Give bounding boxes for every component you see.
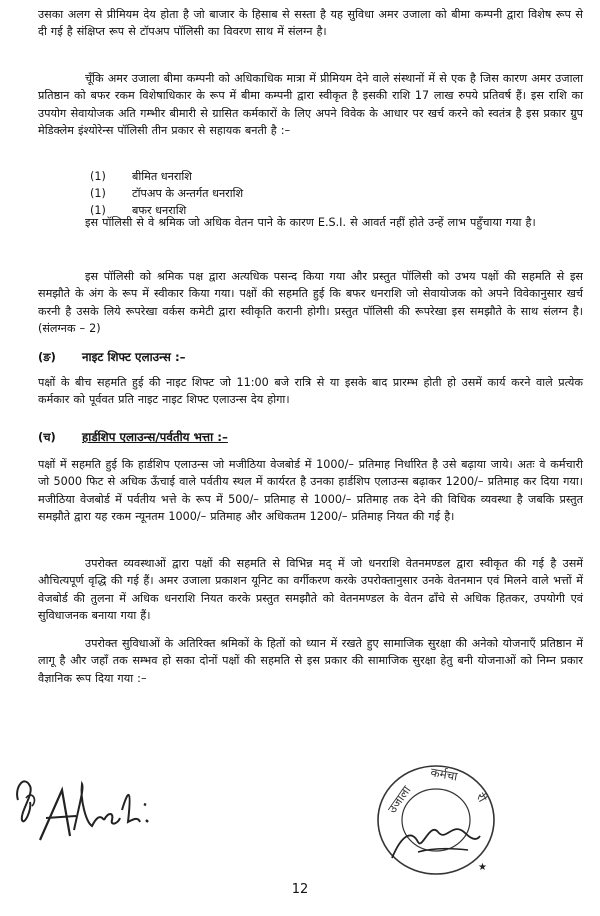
section-hardship-mark: (च) [38, 430, 56, 444]
benefit-list [90, 168, 243, 219]
signature-left [10, 760, 190, 850]
list-item-text: बफर धनराशि [132, 204, 187, 217]
list-item-number: (1) [90, 170, 106, 183]
svg-text:री: री [473, 790, 490, 805]
paragraph-night-shift: पक्षों के बीच सहमति हुई की नाइट शिफ्ट जो 11:00 बजे रात्रि से या इसके बाद प्रारम्भ होती हो उसमें कार्य करने वाले प्रत्येक कर्मकार को पूर्ववत प्रति नाइट नाइट शिफ्ट एलाउन्स देय होगा। [38, 376, 583, 407]
paragraph-topup-policy: उसका अलग से प्रीमियम देय होता है जो बाजार के हिसाब से सस्ता है यह सुविधा अमर उजाला को बीमा कम्पनी द्वारा विशेष रूप से दी गई है संक्षिप्त रूप से टॉपअप पॉलिसी का विवरण साथ में संलग्न है। [38, 8, 583, 39]
paragraph-insurance [38, 70, 583, 140]
list-item-number: (1) [90, 187, 106, 200]
svg-text:कर्मचा: कर्मचा [429, 765, 459, 784]
list-item [90, 185, 243, 202]
svg-text:उजाला: उजाला [384, 783, 414, 816]
page-number: 12 [291, 882, 309, 897]
section-night-mark: (ङ) [38, 350, 56, 364]
list-item-text: बीमित धनराशि [132, 170, 192, 183]
list-item-text: टॉपअप के अन्तर्गत धनराशि [132, 187, 244, 200]
svg-text:★: ★ [478, 862, 487, 873]
paragraph-esi: इस पॉलिसी से वे श्रमिक जो अधिक वेतन पाने के कारण E.S.I. से आवर्त नहीं होते उन्हें लाभ पहुँचाया गया है। [85, 216, 536, 229]
paragraph-hardship: पक्षों में सहमति हुई कि हार्डशिप एलाउन्स जो मजीठिया वेजबोर्ड में 1000/– प्रतिमाह निर्धारित है उसे बढ़ाया जाये। अतः वे कर्मचारी जो 5000 फिट से अधिक ऊँचाई वाले पर्वतीय स्थल में कार्यरत है उनका हार्डशिप एलाउन्स बढ़ाकर 1200/– प्रतिमाह कर दिया गया। मजीठिया वेजबोर्ड में पर्वतीय भत्ते के रूप में 500/– प्रतिमाह से 1000/– प्रतिमाह तक देने की विधिक व्यवस्था है जबकि प्रस्तुत समझौते द्वारा यह रकम न्यूनतम 1000/– प्रतिमाह और अधिकतम 1200/– प्रतिमाह नियत की गई है। [38, 458, 583, 524]
paragraph-insurance-text: चूँकि अमर उजाला बीमा कम्पनी को अधिकाधिक मात्रा में प्रीमियम देने वाले संस्थानों में से एक है जिस कारण अमर उजाला प्रतिष्ठान को बफर रकम विशेषाधिकार के रूप में बीमा कम्पनी द्वारा स्वीकृत है इसकी राशि 17 लाख रुपये प्रतिवर्ष हैं। इस राशि का उपयोग सेवायोजक अति गम्भीर बीमारी से ग्रासित कर्मकारों के लिए अपने विवेक के आधार पर खर्च करने को स्वतंत्र है इस प्रकार ग्रुप मेडिक्लेम इंश्योरेन्स पॉलिसी तीन प्रकार से सहायक बनती है :– [38, 72, 583, 138]
paragraph-arrangements: उपरोक्त व्यवस्थाओं द्वारा पक्षों की सहमति से विभिन्न मद् में जो धनराशि वेतनमण्डल द्वारा स्वीकृत की गई है उसमें औचित्यपूर्ण वृद्धि की गई हैं। अमर उजाला प्रकाशन यूनिट का वर्गीकरण करके उपरोक्तानुसार उनके वेतनमान एवं मिलने वाले भत्तों में वेजबोर्ड की तुलना में अधिक धनराशि नियत करके प्रस्तुत समझौते को वेतनमण्डल के वेतन ढाँचे से अधिक हितकर, उपयोगी एवं सुविधाजनक बनाया गया हैं। [38, 557, 583, 623]
section-hardship-title: हार्डशिप एलाउन्स/पर्वतीय भत्ता :– [82, 430, 228, 444]
stamp-seal [372, 762, 502, 880]
section-night-title: नाइट शिफ्ट एलाउन्स :– [82, 350, 186, 364]
list-item-number: (1) [90, 204, 106, 217]
paragraph-social-security: उपरोक्त सुविधाओं के अतिरिक्त श्रमिकों के हितों को ध्यान में रखते हुए सामाजिक सुरक्षा की अनेको योजनाएँ प्रतिष्ठान में लागू है और जहाँ तक सम्भव हो सका दोनों पक्षों की सहमति से इस प्रकार की सामाजिक सुरक्षा हेतु बनी योजनाओं को निम्न प्रकार वैज्ञानिक रूप दिया गया :– [38, 637, 583, 685]
paragraph-policy: इस पॉलिसी को श्रमिक पक्ष द्वारा अत्यधिक पसन्द किया गया और प्रस्तुत पॉलिसी को उभय पक्षों की सहमति से इस समझौते के अंग के रूप में स्वीकार किया गया। पक्षों की सहमति हुई कि बफर धनराशि जो सेवायोजक को अपने विवेकानुसार खर्च करनी है उसके लिये रूपरेखा वर्कस कमेटी द्वारा स्वीकृति करानी होगी। प्रस्तुत पॉलिसी की रूपरेखा इस समझौते के साथ संलग्न है। (संलग्नक – 2) [38, 270, 583, 336]
list-item [90, 168, 243, 185]
